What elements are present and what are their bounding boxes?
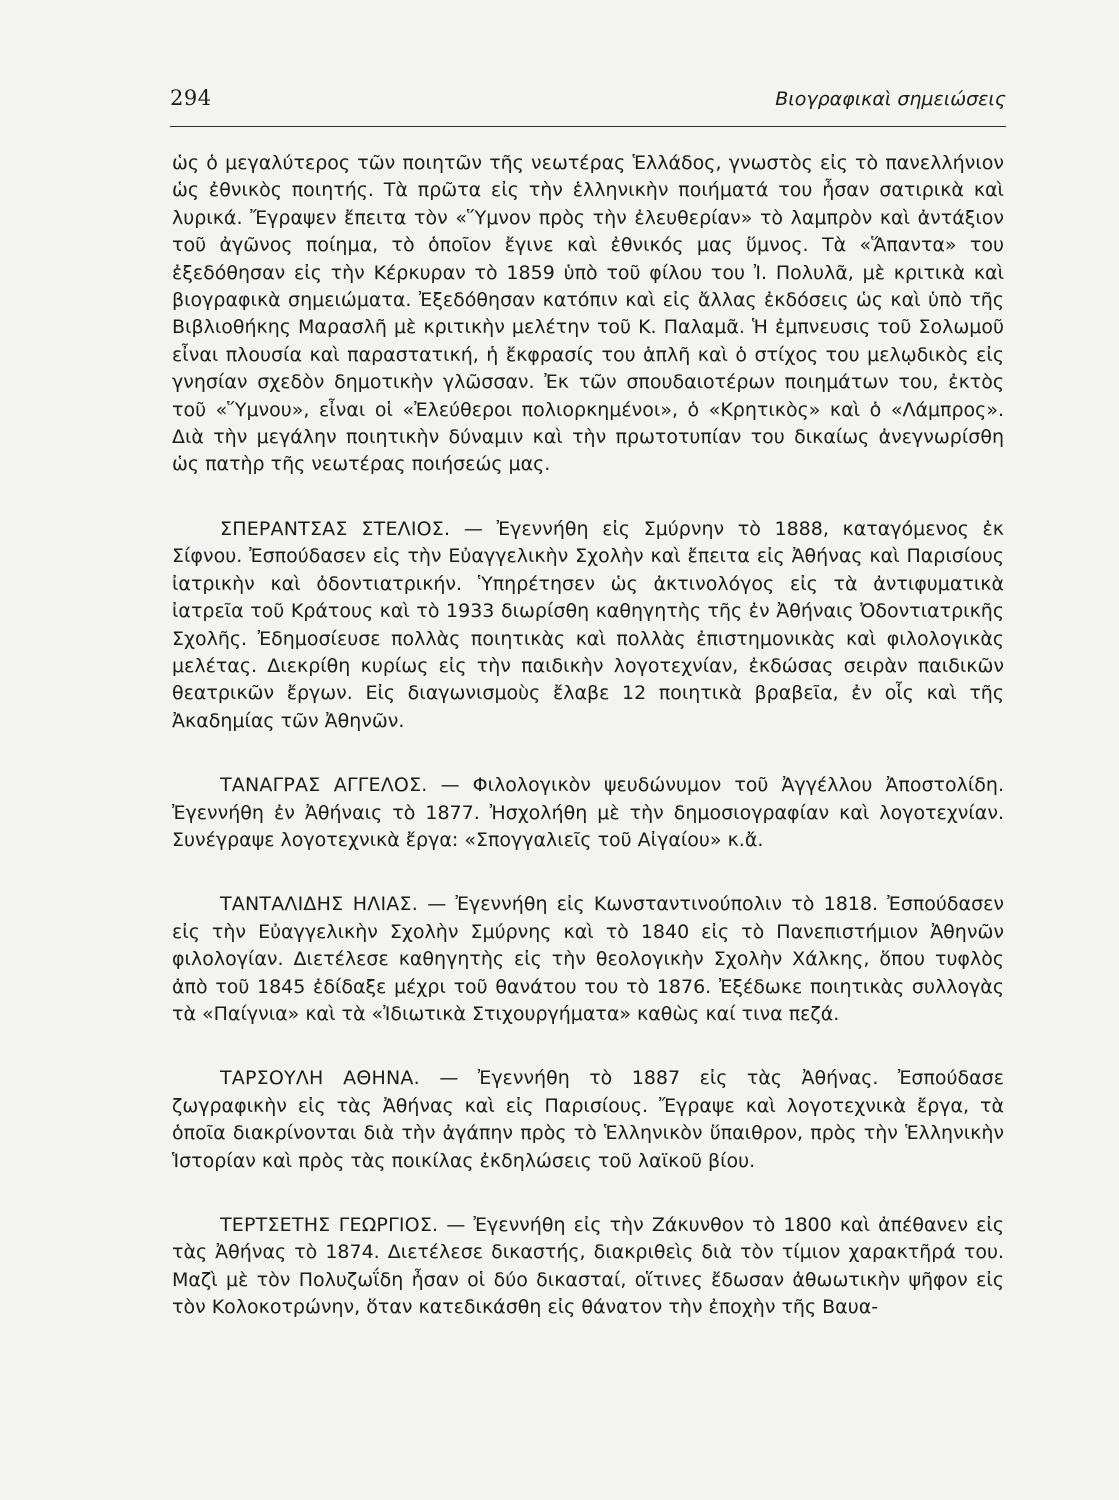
running-head <box>170 86 1006 120</box>
entry-tanagras <box>172 772 1004 854</box>
entry-tarsouli <box>172 1065 1004 1175</box>
page-number: 294 <box>170 86 212 110</box>
entry-tertsetis <box>172 1212 1004 1322</box>
running-title: Βιογραφικαὶ σημειώσεις <box>775 88 1006 110</box>
body-text <box>172 150 1004 1322</box>
entry-name: ΤΑΝΤΑΛΙΔΗΣ ΗΛΙΑΣ. <box>220 893 418 916</box>
entry-name: ΣΠΕΡΑΝΤΣΑΣ ΣΤΕΛΙΟΣ. <box>220 517 451 540</box>
entry-name: ΤΑΡΣΟΥΛΗ ΑΘΗΝΑ. <box>220 1067 420 1090</box>
entry-text: — Φιλολογικὸν ψευδώνυμον τοῦ Ἀγγέλλου Ἀποστολίδη. Ἐγεννήθη ἐν Ἀθήναις τὸ 1877. Ἠσχολήθη μὲ τὴν δημοσιογραφίαν καὶ λογοτεχνίαν. Συνέγραψε λογοτεχνικὰ ἔργα: «Σπογγαλιεῖς τοῦ Αἰγαίου» κ.ἄ. <box>172 774 1004 851</box>
entry-text: — Ἐγεννήθη εἰς Κωνσταντινούπολιν τὸ 1818. Ἐσπούδασεν εἰς τὴν Εὐαγγελικὴν Σχολὴν Σμύρνης καὶ τὸ 1840 εἰς τὸ Πανεπιστήμιον Ἀθηνῶν φιλολογίαν. Διετέλεσε καθηγητὴς εἰς τὴν θεολογικὴν Σχολὴν Χάλκης, ὅπου τυφλὸς ἀπὸ τοῦ 1845 ἐδίδαξε μέχρι τοῦ θανάτου του τὸ 1876. Ἐξέδωκε ποιητικὰς συλλογὰς τὰ «Παίγνια» καὶ τὰ «Ἰδιωτικὰ Στιχουργήματα» καθὼς καί τινα πεζά. <box>172 893 1004 1025</box>
entry-sperantsas <box>172 516 1004 735</box>
entry-name: ΤΕΡΤΣΕΤΗΣ ΓΕΩΡΓΙΟΣ. <box>220 1214 439 1236</box>
entry-name: ΤΑΝΑΓΡΑΣ ΑΓΓΕΛΟΣ. <box>220 774 428 797</box>
entry-text: — Ἐγεννήθη εἰς Σμύρνην τὸ 1888, καταγόμενος ἐκ Σίφνου. Ἐσπούδασεν εἰς τὴν Εὐαγγελικὴν Σχολὴν καὶ ἔπειτα εἰς Ἀθήνας καὶ Παρισίους ἰατρικὴν καὶ ὀδοντιατρικήν. Ὑπηρέτησεν ὡς ἀκτινολόγος εἰς τὰ ἀντιφυματικὰ ἰατρεῖα τοῦ Κράτους καὶ τὸ 1933 διωρίσθη καθηγητὴς τῆς ἐν Ἀθήναις Ὀδοντιατρικῆς Σχολῆς. Ἐδημοσίευσε πολλὰς ποιητικὰς καὶ πολλὰς ἐπιστημονικὰς καὶ φιλολογικὰς μελέτας. Διεκρίθη κυρίως εἰς τὴν παιδικὴν λογοτεχνίαν, ἐκδώσας σειρὰν παιδικῶν θεατρικῶν ἔργων. Εἰς διαγωνισμοὺς ἔλαβε 12 ποιητικὰ βραβεῖα, ἐν οἷς καὶ τῆς Ἀκαδημίας τῶν Ἀθηνῶν. <box>172 517 1004 732</box>
intro-paragraph: ὡς ὁ μεγαλύτερος τῶν ποιητῶν τῆς νεωτέρας Ἑλλάδος, γνωστὸς εἰς τὸ πανελλήνιον ὡς ἐθνικὸς ποιητής. Τὰ πρῶτα εἰς τὴν ἑλληνικὴν ποιήματά του ἦσαν σατιρικὰ καὶ λυρικά. Ἔγραψεν ἔπειτα τὸν «Ὕμνον πρὸς τὴν ἐλευθερίαν» τὸ λαμπρὸν καὶ ἀντάξιον τοῦ ἀγῶνος ποίημα, τὸ ὁποῖον ἔγινε καὶ ἐθνικός μας ὕμνος. Τὰ «Ἅπαντα» του ἐξεδόθησαν εἰς τὴν Κέρκυραν τὸ 1859 ὑπὸ τοῦ φίλου του Ἰ. Πολυλᾶ, μὲ κριτικὰ καὶ βιογραφικὰ σημειώματα. Ἐξεδόθησαν κατόπιν καὶ εἰς ἄλλας ἐκδόσεις ὡς καὶ ὑπὸ τῆς Βιβλιοθήκης Μαρασλῆ μὲ κριτικὴν μελέτην τοῦ Κ. Παλαμᾶ. Ἡ ἐμπνευσις τοῦ Σολωμοῦ εἶναι πλουσία καὶ παραστατική, ἡ ἔκφρασίς του ἁπλῆ καὶ ὁ στίχος του μελῳδικὸς εἰς γνησίαν σχεδὸν δημοτικὴν γλῶσσαν. Ἐκ τῶν σπουδαιοτέρων ποιημάτων του, ἐκτὸς τοῦ «Ὕμνου», εἶναι οἱ «Ἐλεύθεροι πολιορκημένοι», ὁ «Κρητικὸς» καὶ ὁ «Λάμπρος». Διὰ τὴν μεγάλην ποιητικὴν δύναμιν καὶ τὴν πρωτοτυπίαν του δικαίως ἀνεγνωρίσθη ὡς πατὴρ τῆς νεωτέρας ποιήσεώς μας. <box>172 152 1004 476</box>
header-rule <box>170 126 1006 127</box>
entry-tantalidis <box>172 891 1004 1028</box>
entry-text: — Ἐγεννήθη εἰς τὴν Ζάκυνθον τὸ 1800 καὶ ἀπέθανεν εἰς τὰς Ἀθήνας τὸ 1874. Διετέλεσε δικαστής, διακριθεὶς διὰ τὸν τίμιον χαρακτῆρά του. Μαζὶ μὲ τὸν Πολυζωΐδη ἦσαν οἱ δύο δικασταί, οἵτινες ἔδωσαν ἀθωωτικὴν ψῆφον εἰς τὸν Κολοκοτρώνην, ὅταν κατεδικάσθη εἰς θάνατον τὴν ἐποχὴν τῆς Βαυα- <box>172 1214 1004 1319</box>
entry-text: — Ἐγεννήθη τὸ 1887 εἰς τὰς Ἀθήνας. Ἐσπούδασε ζωγραφικὴν εἰς τὰς Ἀθήνας καὶ εἰς Παρισίους. Ἔγραψε καὶ λογοτεχνικὰ ἔργα, τὰ ὁποῖα διακρίνονται διὰ τὴν ἀγάπην πρὸς τὸ Ἑλληνικὸν ὕπαιθρον, πρὸς τὴν Ἑλληνικὴν Ἱστορίαν καὶ πρὸς τὰς ποικίλας ἐκδηλώσεις τοῦ λαϊκοῦ βίου. <box>172 1067 1004 1172</box>
